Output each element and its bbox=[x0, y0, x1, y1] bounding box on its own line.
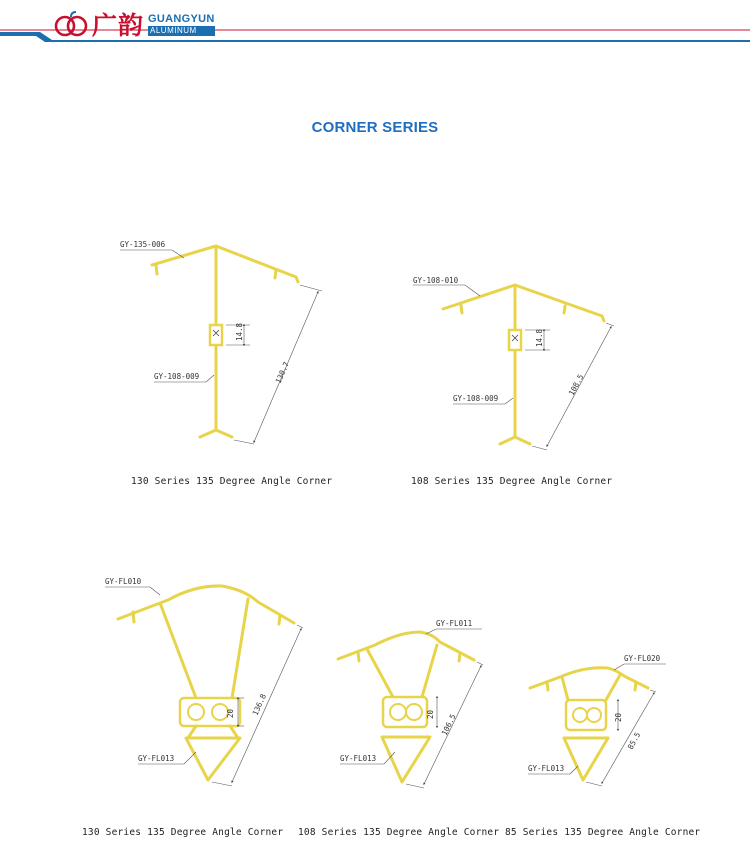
drawing-2-dim-small: 14.8 bbox=[535, 328, 544, 347]
drawing-4-label-bottom: GY-FL013 bbox=[340, 754, 377, 763]
drawing-5-dim-small: 20 bbox=[614, 712, 623, 722]
drawing-4-dim-large: 106.5 bbox=[439, 712, 458, 737]
drawing-1-profile bbox=[152, 246, 298, 437]
drawing-5-label-top: GY-FL020 bbox=[624, 654, 661, 663]
drawing-3-label-bottom: GY-FL013 bbox=[138, 754, 175, 763]
drawing-1-caption: 130 Series 135 Degree Angle Corner bbox=[131, 476, 333, 487]
drawing-1-label-top: GY-135-006 bbox=[120, 240, 166, 249]
drawing-3-profile bbox=[118, 586, 294, 780]
brand-name-en-top: GUANGYUN bbox=[148, 12, 215, 25]
page-title: CORNER SERIES bbox=[311, 119, 439, 136]
drawing-2-label-top: GY-108-010 bbox=[413, 276, 459, 285]
drawing-4-caption: 108 Series 135 Degree Angle Corner bbox=[298, 827, 500, 838]
drawing-2-dim-large: 108.5 bbox=[566, 372, 586, 397]
brand-name-en-bottom: ALUMINUM bbox=[148, 26, 215, 36]
drawing-3-dim-small: 20 bbox=[226, 708, 235, 718]
drawing-2-profile bbox=[443, 285, 604, 444]
drawing-3-label-top: GY-FL010 bbox=[105, 577, 142, 586]
drawing-1-dim-large: 130.7 bbox=[273, 360, 292, 385]
drawing-3-caption: 130 Series 135 Degree Angle Corner bbox=[82, 827, 284, 838]
drawing-1-label-bottom: GY-108-009 bbox=[154, 372, 200, 381]
drawing-5-caption: 85 Series 135 Degree Angle Corner bbox=[505, 827, 701, 838]
drawing-2-label-bottom: GY-108-009 bbox=[453, 394, 499, 403]
drawing-5-dim-large: 85.5 bbox=[625, 730, 643, 751]
drawing-4-label-top: GY-FL011 bbox=[436, 619, 473, 628]
drawing-1-dim-small: 14.8 bbox=[235, 322, 244, 341]
drawing-5-label-bottom: GY-FL013 bbox=[528, 764, 565, 773]
drawing-4-dim-small: 20 bbox=[426, 709, 435, 719]
drawing-2-caption: 108 Series 135 Degree Angle Corner bbox=[411, 476, 613, 487]
drawing-3-annotations bbox=[105, 577, 303, 786]
drawing-3-dim-large: 136.8 bbox=[250, 692, 269, 717]
brand-name-cn: 广韵 bbox=[92, 11, 145, 40]
